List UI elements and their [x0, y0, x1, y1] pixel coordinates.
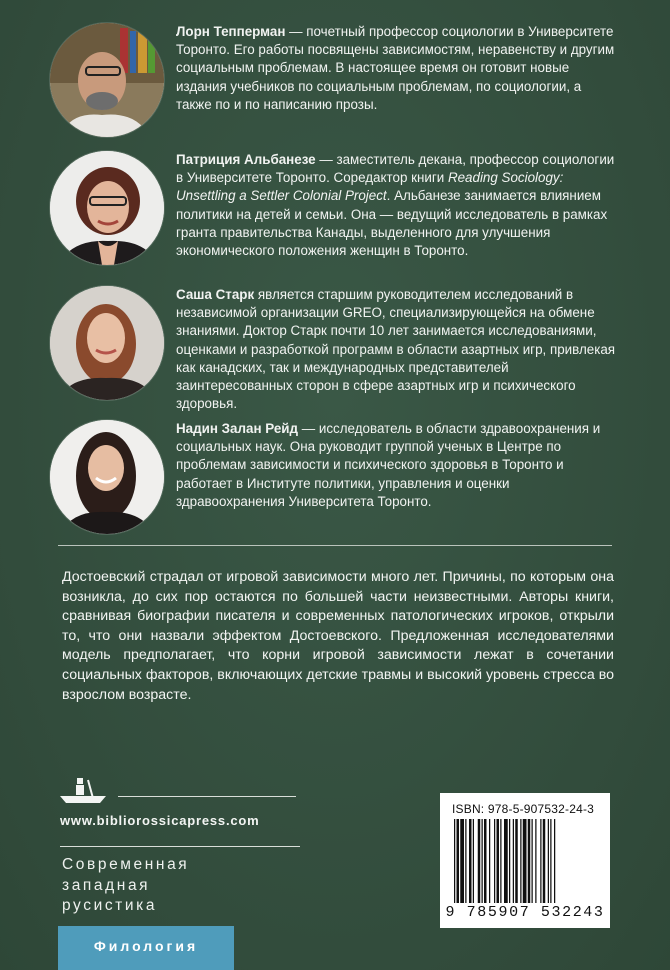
- barcode-bar: [515, 819, 518, 903]
- barcode-bar: [457, 819, 460, 903]
- barcode-bar: [535, 819, 536, 903]
- barcode-bar: [482, 819, 483, 903]
- author-name: Надин Залан Рейд: [176, 421, 299, 436]
- series-line-2: западная: [62, 876, 151, 894]
- author-bio-reid: [176, 420, 616, 511]
- barcode-bar: [504, 819, 508, 903]
- series-line-1: Современная: [62, 856, 190, 873]
- publisher-website: www.bibliorossicapress.com: [60, 813, 260, 828]
- author-name: Саша Старк: [176, 287, 255, 302]
- author-bio-albanese: [176, 151, 616, 260]
- barcode-bars: [454, 819, 596, 903]
- barcode-bar: [460, 819, 464, 903]
- author-photo-stark: [50, 286, 164, 400]
- series-divider: [60, 846, 300, 847]
- series-title: [62, 855, 262, 917]
- author-photo-reid: [50, 420, 164, 534]
- barcode-bar: [523, 819, 527, 903]
- barcode-bar: [473, 819, 474, 903]
- author-description: — почетный профессор социологии в Университете Торонто. Его работы посвящены зависимостям, неравенству и другим социальным проблемам. В настоящее время он готовит новые издания учебников по социальным проблемам, по социологии, а также по и по написанию прозы.: [176, 24, 615, 112]
- author-description: является старшим руководителем исследований в независимой организации GREO, специализирующейся на обмене знаниями. Доктор Старк почти 10 лет занимается исследованиями, оценками и разработкой программ в области азартных игр, привлекая как канадских, так и международных представителей заинтересованных сторон в сфере азартных игр и психического здоровья.: [176, 287, 616, 412]
- author-name: Патриция Альбанезе: [176, 152, 316, 167]
- author-description: — заместитель декана, профессор социологии в Университете Торонто. Соредактор книги: [176, 152, 615, 186]
- barcode-bar: [489, 819, 490, 903]
- barcode-bar: [469, 819, 472, 903]
- barcode-bar: [548, 819, 549, 903]
- section-divider: [58, 545, 612, 546]
- barcode-bar: [540, 819, 541, 903]
- author-bio-tepperman: [176, 23, 616, 114]
- author-block-tepperman: [50, 23, 615, 143]
- publisher-boat-icon: [60, 776, 120, 810]
- barcode-bar: [520, 819, 521, 903]
- author-photo-tepperman: [50, 23, 164, 137]
- barcode-bar: [465, 819, 466, 903]
- barcode-box: [440, 793, 610, 928]
- author-name: Лорн Тепперман: [176, 24, 286, 39]
- author-description-cont: . Альбанезе занимается влиянием политики на детей и семьи. Она — ведущий исследователь в рамках гранта правительства Канады, выделенного для улучшения экономического положения женщин в Торонто.: [176, 188, 608, 259]
- author-photo-albanese: [50, 151, 164, 265]
- barcode-bar: [513, 819, 514, 903]
- barcode-bar: [454, 819, 455, 903]
- author-block-reid: [50, 420, 610, 540]
- genre-badge: Филология: [58, 926, 234, 970]
- barcode-bar: [532, 819, 533, 903]
- barcode-bar: [494, 819, 495, 903]
- author-block-stark: [50, 286, 616, 412]
- barcode-bar: [550, 819, 551, 903]
- author-block-albanese: [50, 151, 615, 271]
- barcode-bar: [554, 819, 555, 903]
- author-description: — исследователь в области здравоохранения и социальных наук. Она руководит группой ученых в Центре по проблемам зависимости и психического здоровья в Торонто и работает в Институте политики, управления и оценки здравоохранения Университета Торонто.: [176, 421, 601, 509]
- author-bio-stark: [176, 286, 616, 413]
- barcode-bar: [500, 819, 501, 903]
- isbn-label: ISBN: 978-5-907532-24-3: [452, 802, 595, 816]
- series-line-3: русистика: [62, 897, 158, 914]
- barcode-bar: [528, 819, 531, 903]
- barcode-bar: [509, 819, 510, 903]
- barcode-bar: [497, 819, 500, 903]
- barcode-bar: [484, 819, 487, 903]
- barcode-digits: 9 785907 532243: [445, 904, 605, 921]
- barcode-bar: [543, 819, 546, 903]
- publisher-logo-line: [118, 796, 296, 797]
- book-blurb: Достоевский страдал от игровой зависимости много лет. Причины, по которым она возникла, до сих пор остаются по большей части неизвестными. Авторы книги, сравнивая биографии писателя и современных патологических игроков, открыли то, что они назвали эффектом Достоевского. Предложенная исследователями модель предполагает, что корни игровой зависимости лежат в сочетании социальных факторов, включающих детские травмы и высокий уровень стресса во взрослом возрасте.: [62, 569, 614, 703]
- barcode-bar: [478, 819, 481, 903]
- book-title: Reading Sociology: Unsettling a Settler Colonial Project: [176, 170, 564, 204]
